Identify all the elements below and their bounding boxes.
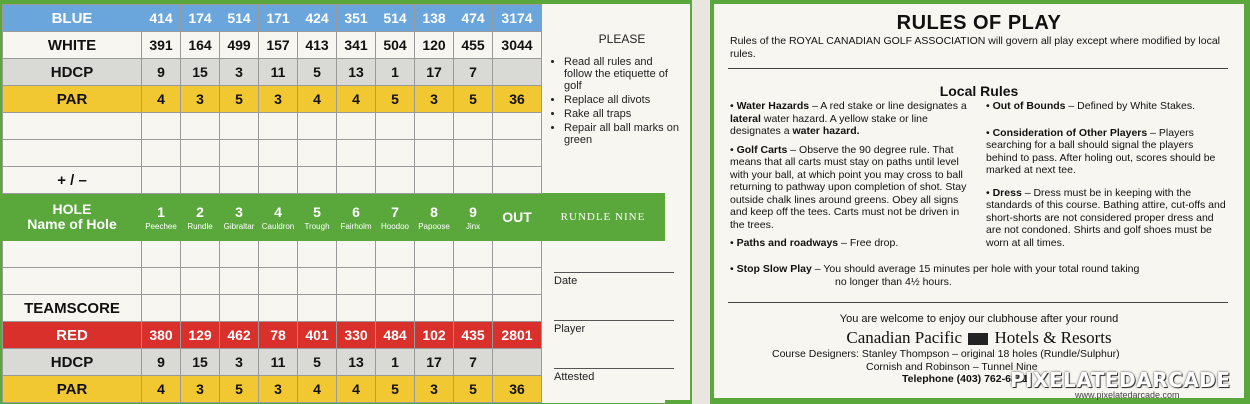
hdcp-label: HDCP [3,349,142,376]
designers: Course Designers: Stanley Thompson – original 18 holes (Rundle/Sulphur) Cornish and Robinson – Tunnel Nine Telephone (403) 762-6801 [772,348,1120,385]
please-title: PLEASE [598,32,646,46]
score-cell[interactable] [376,113,415,140]
please-list [552,56,682,146]
plus-minus-row [3,167,665,194]
red-hole-3: 462 [220,322,259,349]
score-cell[interactable] [142,113,181,140]
blue-hole-7: 514 [376,5,415,32]
par-hole-7: 5 [376,376,415,403]
score-cell[interactable] [259,268,298,295]
par-hole-8: 3 [415,376,454,403]
teamscore-row [3,295,665,322]
score-cell[interactable] [220,295,259,322]
par-hole-1: 4 [142,376,181,403]
plus-minus-row-label: + / – [3,167,142,194]
hdcp-hole-6: 13 [337,59,376,86]
red-out: 2801 [493,322,542,349]
white-hole-2: 164 [181,32,220,59]
hole-1: 1 Peechee [142,194,181,241]
white-hole-8: 120 [415,32,454,59]
score-cell[interactable] [415,295,454,322]
score-cell[interactable] [259,140,298,167]
score-cell[interactable] [337,167,376,194]
par-label: PAR [3,376,142,403]
hdcp-hole-2: 15 [181,59,220,86]
score-out-cell[interactable] [493,241,542,268]
score-cell[interactable] [376,167,415,194]
hole-3: 3 Gibraltar [220,194,259,241]
white-hole-6: 341 [337,32,376,59]
hdcp-hole-9: 7 [454,59,493,86]
blue-label: BLUE [3,5,142,32]
score-out-cell[interactable] [493,113,542,140]
date-label: Date [554,275,578,287]
hdcp-hole-9: 7 [454,349,493,376]
score-cell[interactable] [181,268,220,295]
score-cell[interactable] [220,241,259,268]
par-hole-6: 4 [337,86,376,113]
divider-line [728,68,1228,69]
hdcp-hole-1: 9 [142,59,181,86]
score-cell[interactable] [181,140,220,167]
red-hole-2: 129 [181,322,220,349]
score-cell[interactable] [415,241,454,268]
score-cell[interactable] [415,140,454,167]
score-cell[interactable] [337,295,376,322]
blue-hole-3: 514 [220,5,259,32]
score-cell[interactable] [259,167,298,194]
score-cell[interactable] [142,167,181,194]
score-cell[interactable] [181,241,220,268]
red-hole-6: 330 [337,322,376,349]
hole-4: 4 Cauldron [259,194,298,241]
rule-consideration: • Consideration of Other Players – Players searching for a ball should signal the players behind to pass. After holing out, scores should be marked at next tee. [986,126,1216,176]
score-cell[interactable] [220,113,259,140]
local-rules-title: Local Rules [939,83,1019,99]
rule-dress: • Dress – Dress must be in keeping with the standards of this course. Bathing attire, cut-offs and short-shorts are not considered proper dress and are not condoned. Shirts and golf shoes must be worn at all times. [986,186,1226,249]
score-cell[interactable] [220,140,259,167]
please-item: • Replace all divots [564,94,682,106]
par-hole-6: 4 [337,376,376,403]
notes-cell [542,295,665,322]
score-cell[interactable] [142,241,181,268]
score-cell[interactable] [415,268,454,295]
hdcp-hole-4: 11 [259,59,298,86]
please-box [552,32,682,148]
score-cell[interactable] [181,113,220,140]
score-cell[interactable] [298,167,337,194]
blue-hole-4: 171 [259,5,298,32]
score-cell[interactable] [454,167,493,194]
white-hole-7: 504 [376,32,415,59]
please-item: • Rake all traps [564,108,682,120]
score-cell[interactable] [298,268,337,295]
attested-label: Attested [554,371,595,383]
score-cell[interactable] [259,295,298,322]
hole-2: 2 Rundle [181,194,220,241]
score-cell[interactable] [337,140,376,167]
score-cell[interactable] [220,268,259,295]
blue-hole-5: 424 [298,5,337,32]
rules-panel [710,0,1250,404]
par-hole-3: 5 [220,376,259,403]
score-cell[interactable] [454,113,493,140]
hdcp-label: HDCP [3,59,142,86]
rules-intro: Rules of the ROYAL CANADIAN GOLF ASSOCIATION will govern all play except where modified by local rules. [730,35,1220,60]
score-cell[interactable] [337,268,376,295]
score-cell[interactable] [259,113,298,140]
red-label: RED [3,322,142,349]
score-cell[interactable] [376,295,415,322]
rules-right-column [986,100,1226,255]
player-score-row [3,241,665,268]
hole-header-label: HOLE Name of Hole [3,194,142,241]
score-cell[interactable] [181,295,220,322]
hdcp-hole-4: 11 [259,349,298,376]
date-field[interactable] [554,272,674,287]
attested-field[interactable] [554,368,674,383]
watermark: PIXELATEDARCADE [1010,368,1231,392]
score-out-cell[interactable] [493,268,542,295]
please-item: • Read all rules and follow the etiquette of golf [564,56,682,92]
white-hole-5: 413 [298,32,337,59]
brand-logo: Canadian Pacific Hotels & Resorts [846,328,1112,347]
score-cell[interactable] [181,167,220,194]
score-cell[interactable] [220,167,259,194]
notes-cell [542,167,665,194]
red-hole-7: 484 [376,322,415,349]
score-cell[interactable] [298,295,337,322]
hole-5: 5 Trough [298,194,337,241]
par-hole-4: 3 [259,376,298,403]
out-header: OUT [493,194,542,241]
hdcp-hole-3: 3 [220,349,259,376]
hdcp-hole-8: 17 [415,59,454,86]
rule-slow-play: • Stop Slow Play – You should average 15 minutes per hole with your total round taking no longer than 4½ hours. [730,263,1140,288]
watermark-url: www.pixelatedarcade.com [1075,390,1180,400]
score-cell[interactable] [415,167,454,194]
hdcp-hole-8: 17 [415,349,454,376]
par-out: 36 [493,376,542,403]
hdcp-hole-5: 5 [298,349,337,376]
blue-hole-8: 138 [415,5,454,32]
rules-title: RULES OF PLAY [896,12,1062,34]
hole-8: 8 Papoose [415,194,454,241]
blue-hole-6: 351 [337,5,376,32]
score-out-cell[interactable] [493,167,542,194]
par-hole-8: 3 [415,86,454,113]
par-hole-9: 5 [454,86,493,113]
blue-row [3,5,665,32]
blue-hole-1: 414 [142,5,181,32]
player-score-row-label [3,268,142,295]
score-cell[interactable] [259,241,298,268]
par-hole-5: 4 [298,376,337,403]
red-hole-5: 401 [298,322,337,349]
player-score-row-label [3,241,142,268]
par-label: PAR [3,86,142,113]
par-hole-9: 5 [454,376,493,403]
par-hole-2: 3 [181,376,220,403]
score-cell[interactable] [415,113,454,140]
hdcp-hole-3: 3 [220,59,259,86]
par-hole-2: 3 [181,86,220,113]
score-cell[interactable] [376,241,415,268]
score-cell[interactable] [142,268,181,295]
score-cell[interactable] [454,295,493,322]
welcome-text: You are welcome to enjoy our clubhouse after your round [839,313,1119,325]
teamscore-row-label: TEAMSCORE [3,295,142,322]
score-out-cell[interactable] [493,295,542,322]
score-cell[interactable] [142,295,181,322]
hdcp-hole-1: 9 [142,349,181,376]
divider-line-2 [728,302,1228,303]
white-hole-3: 499 [220,32,259,59]
red-hole-1: 380 [142,322,181,349]
telephone: Telephone (403) 762-6801 [902,373,1029,385]
rule-oob: • Out of Bounds – Defined by White Stakes. [986,100,1196,112]
hdcp-hole-2: 15 [181,349,220,376]
hole-7: 7 Hoodoo [376,194,415,241]
score-cell[interactable] [337,241,376,268]
red-hole-4: 78 [259,322,298,349]
hdcp-hole-7: 1 [376,349,415,376]
hole-9: 9 Jinx [454,194,493,241]
notes-cell [542,5,665,32]
player-label: Player [554,323,586,335]
rule-water: • Water Hazards – A red stake or line designates a lateral water hazard. A yellow stake or line designates a water hazard. [730,100,967,137]
hdcp-out [493,59,542,86]
score-cell[interactable] [298,140,337,167]
score-cell[interactable] [376,268,415,295]
score-out-cell[interactable] [493,140,542,167]
par-out: 36 [493,86,542,113]
score-cell[interactable] [454,268,493,295]
score-cell[interactable] [454,241,493,268]
score-cell[interactable] [298,113,337,140]
par-hole-1: 4 [142,86,181,113]
fold-divider [692,0,710,404]
rules-left-column [730,100,972,256]
cp-logo-icon [968,333,988,345]
white-out: 3044 [493,32,542,59]
blue-hole-2: 174 [181,5,220,32]
player-score-row-label [3,140,142,167]
please-item: • Repair all ball marks on green [564,122,682,146]
par-hole-5: 4 [298,86,337,113]
par-hole-4: 3 [259,86,298,113]
score-cell[interactable] [337,113,376,140]
player-score-row-label [3,113,142,140]
red-hole-9: 435 [454,322,493,349]
white-label: WHITE [3,32,142,59]
par-hole-7: 5 [376,86,415,113]
notes-cell [542,241,665,268]
hole-header-row [3,194,665,241]
hdcp-hole-7: 1 [376,59,415,86]
nine-name: RUNDLE NINE [542,194,665,241]
par-hole-3: 5 [220,86,259,113]
hdcp-out [493,349,542,376]
hole-6: 6 Fairholm [337,194,376,241]
score-cell[interactable] [454,140,493,167]
white-hole-4: 157 [259,32,298,59]
rule-carts: • Golf Carts – Observe the 90 degree rule. That means that all carts must stay on paths until level with your ball, at which point you may cross to ball returning to pathway upon completion of shot. Stay outside chalk lines around greens. Obey all signs and keep off the tees. Carts must not be driven in the trees. [730,143,967,231]
rule-paths: • Paths and roadways – Free drop. [730,237,899,249]
white-hole-1: 391 [142,32,181,59]
score-cell[interactable] [142,140,181,167]
hdcp-hole-5: 5 [298,59,337,86]
white-hole-9: 455 [454,32,493,59]
hdcp-hole-6: 13 [337,349,376,376]
blue-hole-9: 474 [454,5,493,32]
score-cell[interactable] [376,140,415,167]
player-field[interactable] [554,320,674,335]
score-cell[interactable] [298,241,337,268]
red-hole-8: 102 [415,322,454,349]
blue-out: 3174 [493,5,542,32]
